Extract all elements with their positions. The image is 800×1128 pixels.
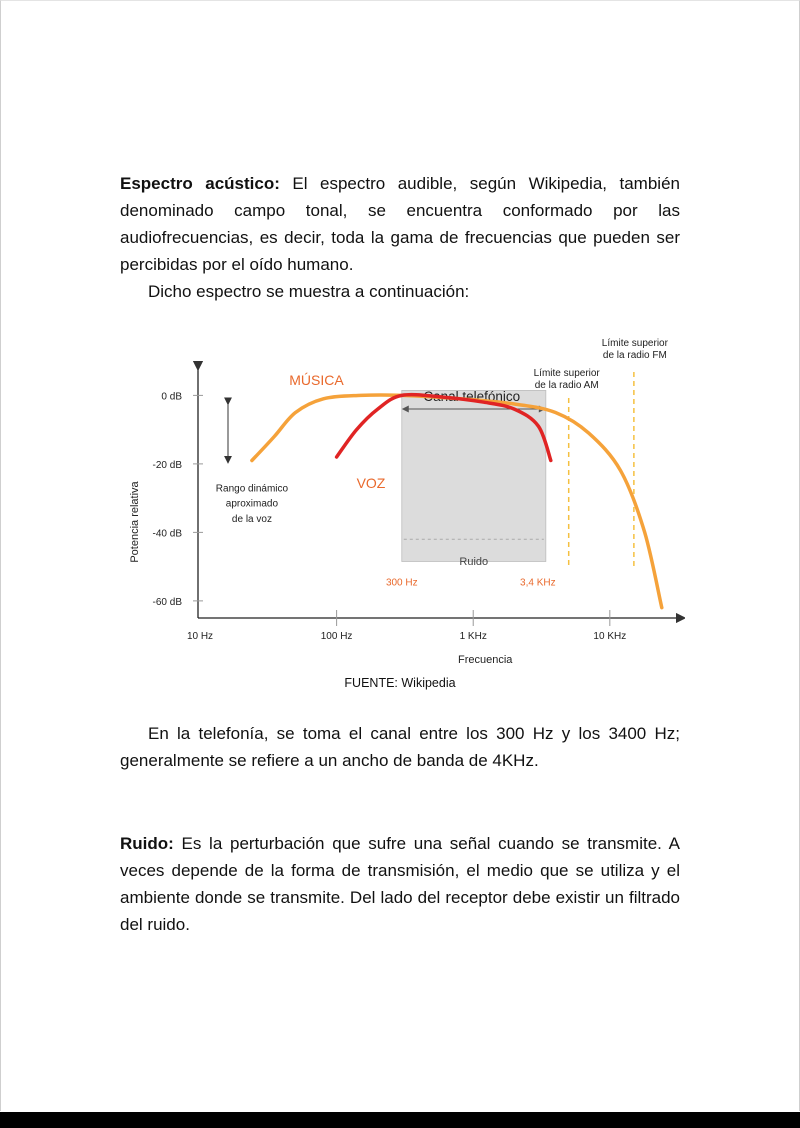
x-tick-label: 100 Hz bbox=[320, 631, 353, 642]
figure-caption: FUENTE: Wikipedia bbox=[344, 676, 456, 690]
band-edge-label-high: 3,4 KHz bbox=[520, 577, 556, 589]
heading-espectro: Espectro acústico: bbox=[120, 174, 280, 193]
section-espectro bbox=[120, 170, 680, 305]
band-edge-label-low: 300 Hz bbox=[385, 577, 418, 589]
audio-spectrum-chart bbox=[120, 330, 685, 675]
paragraph-espectro-text: El espectro audible, según Wikipedia, también denominado campo tonal, se encuentra conformado por las audiofrecuencias, es decir, toda la gama de frecuencias que pueden ser percibidas por el oído humano. bbox=[120, 174, 680, 274]
band-label: Canal telefónico bbox=[423, 389, 521, 404]
dynamic-range-label-line2: aproximado bbox=[225, 498, 279, 510]
noise-label: Ruido bbox=[459, 555, 489, 568]
y-tick-label: -60 dB bbox=[152, 596, 182, 608]
x-tick-label: 10 KHz bbox=[593, 631, 627, 642]
fm-limit-label-line2: de la radio FM bbox=[602, 350, 667, 361]
y-tick-label: -20 dB bbox=[152, 459, 182, 471]
dynamic-range-label-line1: Rango dinámico bbox=[215, 483, 289, 495]
fm-limit-label-line1: Límite superior bbox=[601, 338, 668, 349]
x-axis-label: Frecuencia bbox=[458, 654, 513, 666]
paragraph-ruido bbox=[120, 830, 680, 938]
dynamic-range-label-line3: de la voz bbox=[231, 514, 272, 526]
x-tick-group bbox=[187, 610, 626, 642]
y-tick-group bbox=[153, 391, 203, 607]
section-telefonia bbox=[120, 720, 680, 774]
paragraph-telefonia: En la telefonía, se toma el canal entre los 300 Hz y los 3400 Hz; generalmente se refiere a un ancho de banda de 4KHz. bbox=[120, 724, 680, 770]
heading-ruido: Ruido: bbox=[120, 834, 174, 853]
series-label-voice: VOZ bbox=[356, 474, 386, 491]
x-tick-label: 1 KHz bbox=[459, 631, 487, 642]
paragraph-ruido-text: Es la perturbación que sufre una señal cuando se transmite. A veces depende de la forma de transmisión, el medio que se utiliza y el ambiente donde se transmite. Del lado del receptor debe existir un filtrado del ruido. bbox=[120, 834, 680, 934]
bottom-bar bbox=[0, 1112, 800, 1128]
y-tick-label: -40 dB bbox=[152, 528, 182, 540]
paragraph-espectro bbox=[120, 170, 680, 278]
series-label-music: MÚSICA bbox=[289, 372, 344, 389]
am-limit-label-line1: Límite superior bbox=[533, 368, 600, 379]
section-ruido bbox=[120, 830, 680, 938]
y-axis-label: Potencia relativa bbox=[129, 481, 141, 563]
y-tick-label: 0 dB bbox=[161, 391, 182, 403]
am-limit-label-line2: de la radio AM bbox=[534, 380, 599, 391]
paragraph-intro: Dicho espectro se muestra a continuación: bbox=[148, 282, 470, 301]
x-tick-label: 10 Hz bbox=[186, 631, 214, 642]
